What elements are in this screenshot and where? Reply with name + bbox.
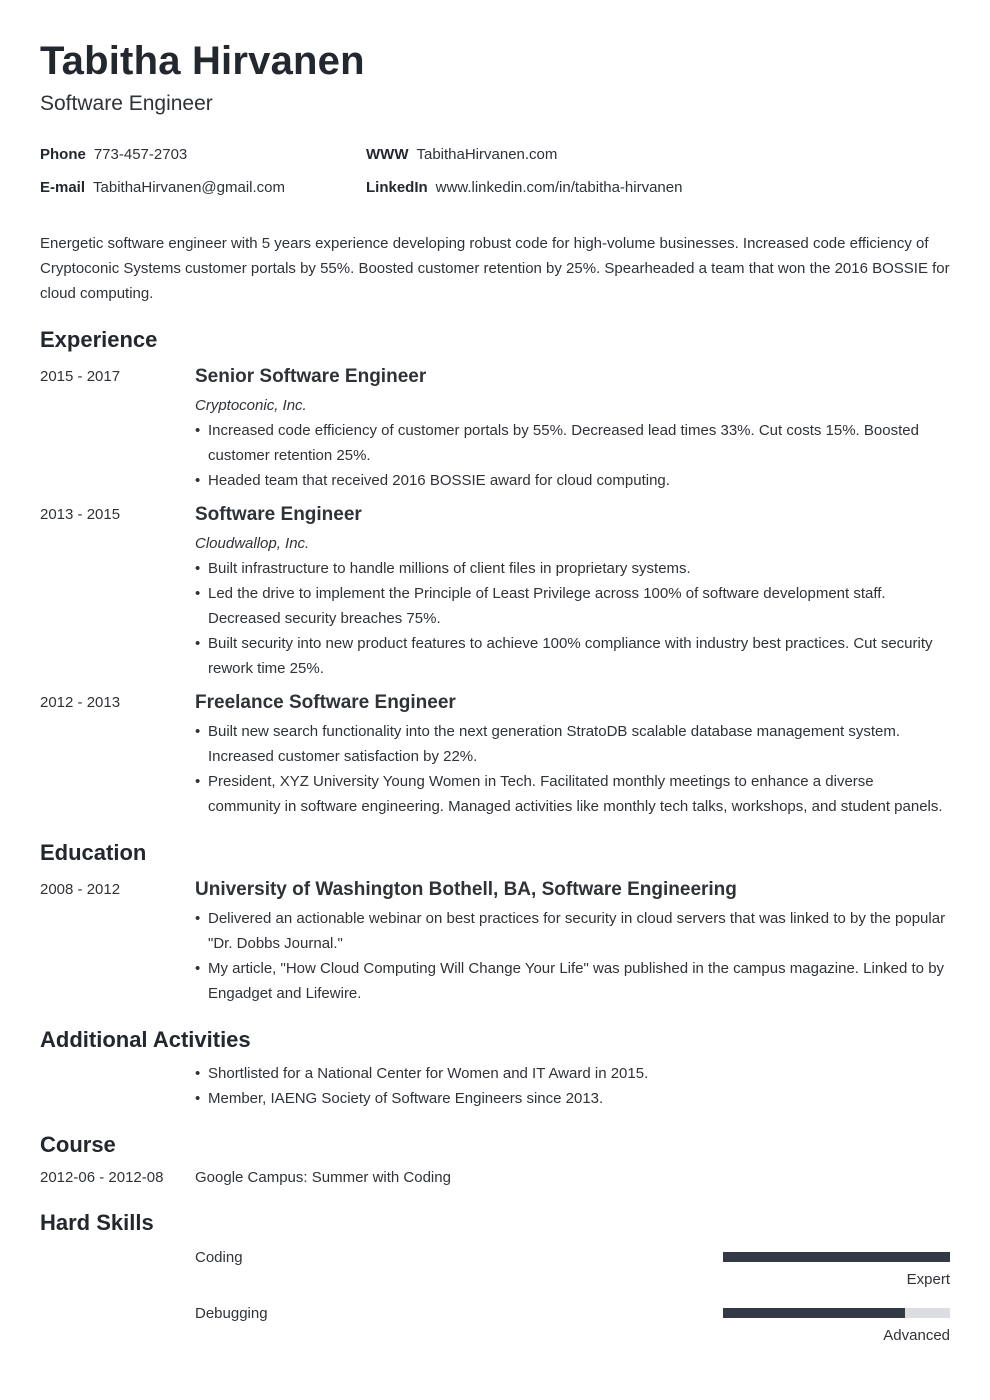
list-item: • Built new search functionality into the next generation StratoDB scalable database management system. Increased customer satisfaction by 22%. (195, 719, 950, 769)
job-bullets (195, 556, 950, 681)
list-item: • Member, IAENG Society of Software Engineers since 2013. (195, 1086, 950, 1111)
experience-entry (40, 366, 950, 493)
skill-level: Advanced (883, 1327, 950, 1344)
contact-label: Phone (40, 146, 86, 163)
skill-meter (723, 1308, 950, 1318)
skill-level: Expert (906, 1271, 950, 1288)
section-title-education: Education (40, 840, 147, 865)
contact-website (366, 145, 950, 165)
skill-meter-fill (723, 1252, 950, 1262)
entry-dates: 2008 - 2012 (40, 881, 121, 898)
contact-email (40, 178, 366, 198)
job-role: Freelance Software Engineer (195, 692, 456, 713)
contact-label: E-mail (40, 179, 86, 196)
skill-meter-fill (723, 1308, 905, 1318)
job-role: Software Engineer (195, 504, 362, 525)
candidate-title: Software Engineer (40, 92, 213, 115)
list-item: • Headed team that received 2016 BOSSIE award for cloud computing. (195, 468, 950, 493)
skill-item (195, 1304, 950, 1360)
skill-meter (723, 1252, 950, 1262)
list-item: • Built infrastructure to handle millions of client files in proprietary systems. (195, 556, 950, 581)
job-role: Senior Software Engineer (195, 366, 427, 387)
entry-dates: 2013 - 2015 (40, 506, 121, 523)
education-entry (40, 879, 950, 1006)
phone-value: 773-457-2703 (93, 146, 188, 163)
linkedin-value: www.linkedin.com/in/tabitha-hirvanen (435, 179, 683, 196)
activities-entry (40, 1061, 950, 1111)
list-item: • President, XYZ University Young Women in Tech. Facilitated monthly meetings to enhance a diverse community in software engineering. Managed activities like monthly tech talks, workshops, and student panels. (195, 769, 950, 819)
website-value: TabithaHirvanen.com (416, 146, 558, 163)
education-degree: University of Washington Bothell, BA, Software Engineering (195, 879, 737, 900)
entry-dates: 2012 - 2013 (40, 694, 121, 711)
section-title-experience: Experience (40, 327, 158, 352)
summary-text: Energetic software engineer with 5 years experience developing robust code for high-volume businesses. Increased code efficiency of Cryptoconic Systems customer portals by 55%. Boosted customer retention by 25%. Spearheaded a team that won the 2016 BOSSIE for cloud computing. (40, 235, 950, 302)
course-name: Google Campus: Summer with Coding (195, 1169, 451, 1186)
activities-bullets (195, 1061, 950, 1111)
job-bullets (195, 719, 950, 819)
list-item: • Delivered an actionable webinar on best practices for security in cloud servers that was linked to by the popular "Dr. Dobbs Journal." (195, 906, 950, 956)
list-item: • Shortlisted for a National Center for Women and IT Award in 2015. (195, 1061, 950, 1086)
experience-entry (40, 504, 950, 681)
job-company: Cloudwallop, Inc. (195, 535, 310, 552)
section-title-course: Course (40, 1132, 116, 1157)
skill-name: Debugging (195, 1305, 268, 1322)
list-item: • My article, "How Cloud Computing Will Change Your Life" was published in the campus magazine. Linked to by Engadget and Lifewire. (195, 956, 950, 1006)
contact-phone (40, 145, 366, 165)
job-bullets (195, 418, 950, 493)
candidate-name: Tabitha Hirvanen (40, 39, 365, 83)
list-item: • Led the drive to implement the Principle of Least Privilege across 100% of software development staff. Decreased security breaches 75%. (195, 581, 950, 631)
experience-entry (40, 692, 950, 819)
list-item: • Increased code efficiency of customer portals by 55%. Decreased lead times 33%. Cut costs 15%. Boosted customer retention 25%. (195, 418, 950, 468)
course-entry (40, 1168, 950, 1188)
list-item: • Built security into new product features to achieve 100% compliance with industry best practices. Cut security rework time 25%. (195, 631, 950, 681)
section-title-activities: Additional Activities (40, 1027, 251, 1052)
education-bullets (195, 906, 950, 1006)
job-company: Cryptoconic, Inc. (195, 397, 307, 414)
skills-list (40, 1248, 950, 1360)
entry-dates: 2015 - 2017 (40, 368, 121, 385)
skill-item (195, 1248, 950, 1304)
skill-name: Coding (195, 1249, 243, 1266)
contact-label: WWW (366, 146, 409, 163)
contact-linkedin (366, 178, 950, 198)
section-title-hard-skills: Hard Skills (40, 1210, 154, 1235)
contact-label: LinkedIn (366, 179, 428, 196)
contact-info (40, 145, 950, 198)
course-dates: 2012-06 - 2012-08 (40, 1169, 164, 1186)
email-value: TabithaHirvanen@gmail.com (93, 179, 285, 196)
